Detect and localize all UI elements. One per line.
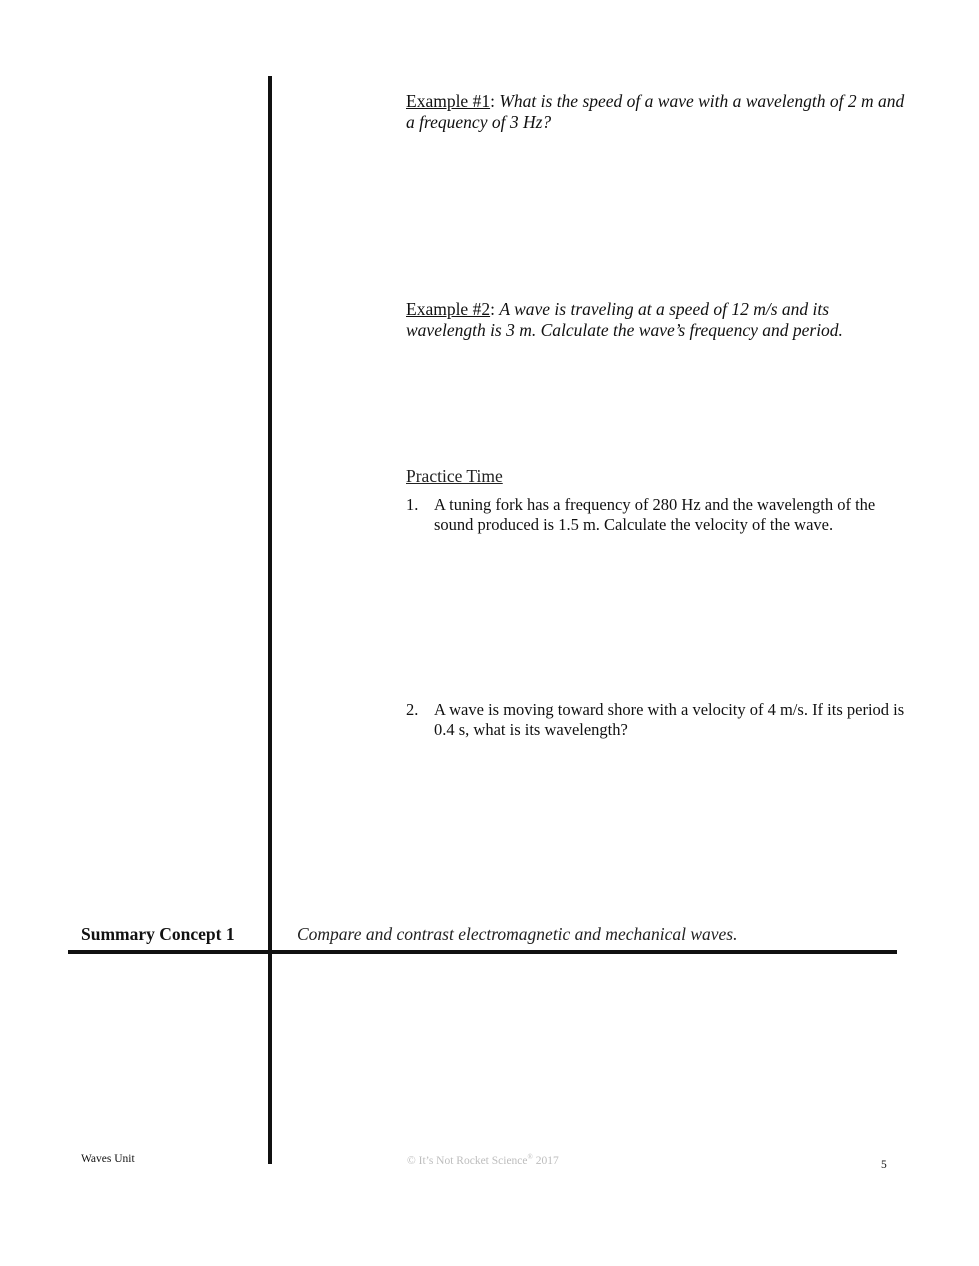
notes-column-divider [268, 76, 272, 1164]
summary-divider [68, 950, 897, 954]
copyright-year: 2017 [532, 1154, 559, 1167]
problem-number: 1. [406, 495, 419, 514]
example-1-separator: : [490, 91, 500, 111]
example-1-question: What is the speed of a wave with a wavelength of 2 m and a frequency of 3 Hz? [406, 91, 905, 132]
practice-problem-2 [406, 700, 906, 739]
problem-number: 2. [406, 700, 419, 719]
footer-unit-name: Waves Unit [81, 1153, 135, 1165]
problem-text: A tuning fork has a frequency of 280 Hz and the wavelength of the sound produced is 1.5 m. Calculate the velocity of the wave. [434, 495, 876, 534]
footer-copyright [407, 1153, 559, 1167]
example-1 [406, 91, 906, 133]
example-2 [406, 299, 906, 341]
page-number: 5 [881, 1159, 887, 1171]
copyright-text: © It’s Not Rocket Science [407, 1154, 528, 1167]
problem-text: A wave is moving toward shore with a velocity of 4 m/s. If its period is 0.4 s, what is its wavelength? [434, 700, 905, 739]
registered-mark: ® [527, 1153, 533, 1161]
example-2-label: Example #2 [406, 299, 491, 319]
practice-problem-1 [406, 495, 906, 534]
example-2-separator: : [490, 299, 500, 319]
example-2-question: A wave is traveling at a speed of 12 m/s and its wavelength is 3 m. Calculate the wave’s frequency and period. [406, 299, 843, 340]
practice-title: Practice Time [406, 466, 503, 486]
summary-concept-label: Summary Concept 1 [81, 924, 235, 944]
summary-concept-prompt: Compare and contrast electromagnetic and mechanical waves. [297, 924, 738, 944]
example-1-label: Example #1 [406, 91, 491, 111]
